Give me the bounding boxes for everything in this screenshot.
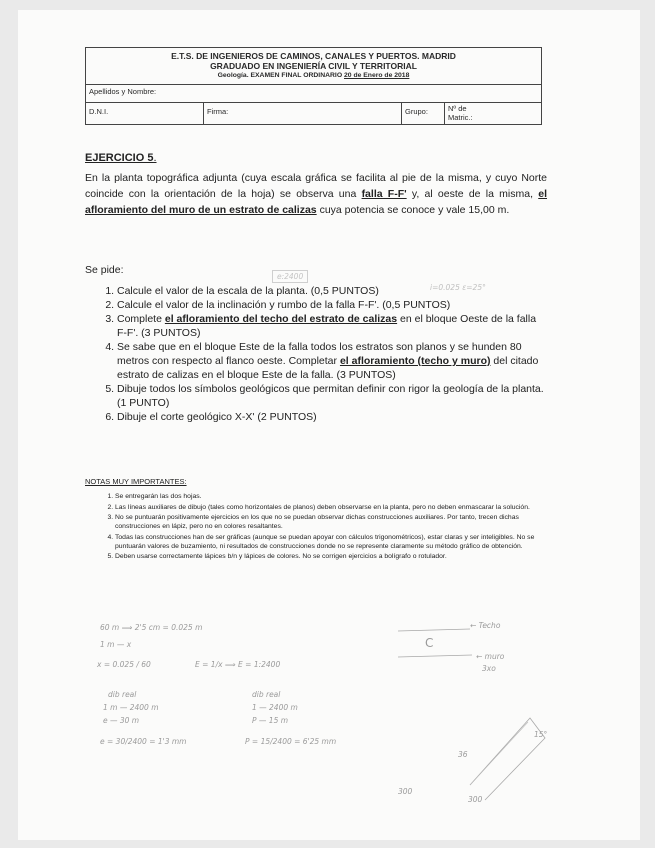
task-3-b: en el bloque Oeste de la falla F-F'. (3 PUNTOS) — [117, 313, 537, 339]
notes-title: NOTAS MUY IMPORTANTES: — [85, 477, 187, 486]
name-field: Apellidos y Nombre: — [86, 85, 541, 103]
hand-c-label: C — [425, 636, 434, 650]
dni-field: D.N.I. — [86, 103, 204, 124]
hand-line-6: 1 m — 2400 m — [103, 703, 159, 712]
task-6: 6. Dibuje el corte geológico X-X' (2 PUNTOS) — [117, 410, 547, 424]
hand-36: 36 — [458, 750, 468, 759]
note-4: 4. Todas las construcciones han de ser gráficas (aunque se puedan apoyar con cálculos trigonométricos), estar claras y ser inteligibles. No se puntuarán valores de buzamiento, ni resultados de construcciones donde no se represente claramente su método gráfico de obtención. — [115, 533, 547, 551]
hand-300-a: 300 — [398, 787, 413, 796]
se-pide-label: Se pide: — [85, 264, 124, 276]
hand-300-b: 300 — [468, 795, 483, 804]
degree-name: GRADUADO EN INGENIERÍA CIVIL Y TERRITORIAL — [210, 61, 417, 71]
hand-line-11: P — 15 m — [252, 716, 289, 725]
hand-top-right: i=0.025 ε=25° — [430, 283, 486, 292]
task-2: 2. Calcule el valor de la inclinación y rumbo de la falla F-F'. (0,5 PUNTOS) — [117, 298, 547, 312]
hand-line-8: e = 30/2400 = 1'3 mm — [100, 737, 187, 746]
task-4-underlined: el afloramiento (techo y muro) — [339, 355, 491, 367]
hand-techo: ← Techo — [470, 621, 501, 630]
hand-line-10: 1 — 2400 m — [252, 703, 298, 712]
task-4-a: Se sabe que en el bloque Este de la falla todos los estratos son planos y se hunden 80 metros con respecto al flanco oeste. Completar — [117, 341, 522, 367]
intro-outcrop: el afloramiento del muro de un estrato de calizas — [85, 188, 548, 216]
intro-part-1: En la planta topográfica adjunta (cuya escala gráfica se facilita al pie de la misma, y cuyo Norte coincide con la orientación de la hoja) se observa una — [85, 172, 547, 200]
exercise-title-text: EJERCICIO 5 — [85, 152, 154, 164]
hand-line-4: E = 1/x ⟹ E = 1:2400 — [195, 660, 281, 669]
intro-part-2: y, al oeste de la misma, — [406, 188, 539, 200]
note-5: 5. Deben usarse correctamente lápices b/n y lápices de colores. No se corrigen ejercicios a bolígrafo o rotulador. — [115, 552, 547, 561]
hand-line-1: 60 m ⟹ 2'5 cm = 0.025 m — [100, 623, 203, 632]
intro-part-3: cuya potencia se conoce y vale 15,00 m. — [316, 204, 510, 216]
sketch-section-shape — [470, 718, 548, 800]
exercise-title-suffix: . — [153, 152, 157, 164]
hand-scale-box: e:2400 — [272, 270, 308, 283]
task-4-b: del citado estrato de calizas en el bloque Este de la falla. (3 PUNTOS) — [117, 355, 539, 381]
hand-line-2: 1 m — x — [100, 640, 132, 649]
signature-field: Firma: — [204, 103, 402, 124]
task-3-underlined: el afloramiento del techo del estrato de calizas — [164, 313, 398, 325]
matric-label-2: Matric.: — [448, 113, 473, 122]
task-1: 1. Calcule el valor de la escala de la planta. (0,5 PUNTOS) — [117, 284, 547, 298]
hand-muro: ← muro — [476, 652, 505, 661]
school-name: E.T.S. DE INGENIEROS DE CAMINOS, CANALES Y PUERTOS. MADRID — [171, 51, 456, 61]
sketch-muro-line — [398, 655, 472, 657]
hand-line-12: P = 15/2400 = 6'25 mm — [245, 737, 337, 746]
hand-line-7: e — 30 m — [103, 716, 140, 725]
hand-line-3: x = 0.025 / 60 — [97, 660, 151, 669]
note-1: 1. Se entregarán las dos hojas. — [115, 492, 547, 501]
task-3-a: Complete — [117, 313, 165, 325]
exam-name-prefix: Geología. EXAMEN FINAL ORDINARIO — [217, 72, 344, 79]
hand-line-9: dib real — [252, 690, 281, 699]
exam-date: 20 de Enero de 2018 — [344, 72, 410, 79]
hand-line-5: dib real — [108, 690, 137, 699]
matric-label-1: Nº de — [448, 104, 467, 113]
sketch-techo-line — [398, 629, 470, 631]
intro-fault: falla F-F' — [361, 188, 407, 200]
task-5: 5. Dibuje todos los símbolos geológicos que permitan definir con rigor la geología de la planta. (1 PUNTO) — [117, 382, 547, 410]
hand-3xo: 3xo — [482, 664, 496, 673]
note-2: 2. Las líneas auxiliares de dibujo (tales como horizontales de planos) deben observarse en la planta, pero no deben enmascarar la solución. — [115, 503, 547, 512]
sketch-section-diagonal — [470, 722, 528, 785]
hand-angle-label: 15° — [534, 730, 548, 739]
group-field: Grupo: — [402, 103, 445, 124]
note-3: 3. No se puntuarán positivamente ejercicios en los que no se puedan observar dichas construcciones auxiliares. Por tanto, trecen dichas construcciones en lápiz, pero no en colores resaltantes. — [115, 513, 547, 531]
